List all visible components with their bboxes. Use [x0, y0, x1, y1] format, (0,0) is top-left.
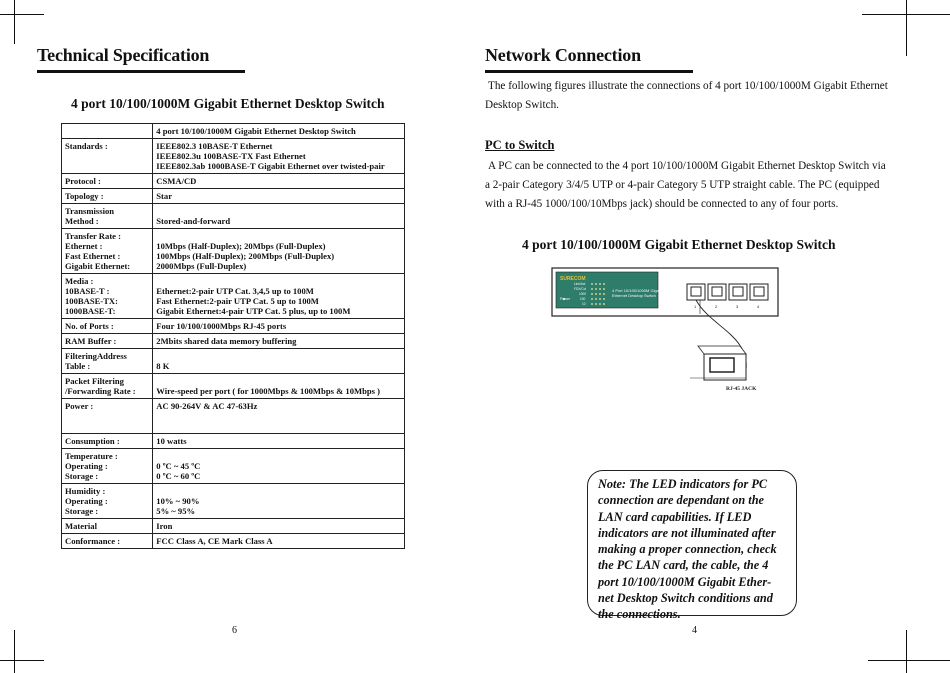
led-label: 10	[582, 302, 586, 306]
spec-value	[156, 351, 401, 361]
spec-value: FCC Class A, CE Mark Class A	[156, 536, 273, 546]
table-row	[62, 229, 405, 274]
spec-label	[65, 151, 149, 161]
spec-label: Packet Filtering	[65, 376, 124, 386]
spec-label: Media :	[65, 276, 94, 286]
spec-label: 10BASE-T :	[65, 286, 110, 296]
section-title: PC to Switch	[485, 138, 555, 152]
spec-label: Method :	[65, 216, 99, 226]
spec-label: Operating :	[65, 496, 108, 506]
spec-value-cell	[153, 274, 405, 319]
note-line: net Desktop Switch conditions and	[598, 591, 773, 606]
table-row	[62, 139, 405, 174]
body-paragraph	[485, 157, 905, 214]
spec-value: 0 ºC ~ 60 ºC	[156, 471, 201, 481]
switch-connection-figure	[550, 266, 790, 396]
table-row	[62, 399, 405, 434]
panel-text: 4 Port 10/100/1000M Gigabit	[612, 288, 664, 293]
spec-label: Protocol :	[65, 176, 101, 186]
spec-value	[156, 411, 401, 421]
spec-value: IEEE802.3u 100BASE-TX Fast Ethernet	[156, 151, 306, 161]
spec-value-cell	[153, 519, 405, 534]
spec-label: Material	[65, 521, 97, 531]
table-row	[62, 334, 405, 349]
spec-label: Consumption :	[65, 436, 120, 446]
spec-label: Table :	[65, 361, 91, 371]
spec-value-cell	[153, 139, 405, 174]
spec-value-cell	[153, 349, 405, 374]
heading-underline	[485, 70, 693, 73]
spec-label-cell	[62, 189, 153, 204]
note-line: connection are dependant on the	[598, 493, 765, 508]
led-label: Link/Act	[574, 282, 586, 286]
table-row	[62, 349, 405, 374]
text-line: Desktop Switch.	[485, 99, 559, 111]
port-number: 4	[757, 304, 760, 309]
crop-mark	[14, 0, 15, 44]
table-row	[62, 434, 405, 449]
spec-value: Stored-and-forward	[156, 216, 231, 226]
table-row	[62, 189, 405, 204]
figure-title: 4 port 10/100/1000M Gigabit Ethernet Desktop Switch	[522, 237, 836, 252]
note-line: making a proper connection, check	[598, 542, 777, 557]
spec-label: Standards :	[65, 141, 108, 151]
table-row	[62, 374, 405, 399]
table-row	[62, 449, 405, 484]
note-line: indicators are not illuminated after	[598, 525, 776, 540]
led-label: 1000	[579, 292, 587, 296]
spec-label: Topology :	[65, 191, 104, 201]
spec-label	[65, 161, 149, 171]
spec-value-cell	[153, 229, 405, 274]
spec-value	[156, 276, 401, 286]
intro-paragraph	[485, 77, 895, 115]
text-line: A PC can be connected to the 4 port 10/100/1000M Gigabit Ethernet Desktop Switch via	[488, 160, 886, 172]
page-heading: Technical Specification	[37, 45, 210, 65]
spec-label-cell	[62, 139, 153, 174]
spec-label: RAM Buffer :	[65, 336, 117, 346]
spec-label-cell	[62, 534, 153, 549]
spec-label: Operating :	[65, 461, 108, 471]
spec-label: FilteringAddress	[65, 351, 127, 361]
spec-value-cell	[153, 534, 405, 549]
spec-label-cell	[62, 334, 153, 349]
spec-label: Transmission	[65, 206, 115, 216]
spec-value-cell	[153, 434, 405, 449]
spec-value: Four 10/100/1000Mbps RJ-45 ports	[156, 321, 287, 331]
spec-value-cell	[153, 204, 405, 229]
page-heading: Network Connection	[485, 45, 641, 65]
text-line: with a RJ-45 1000/100/10Mbps jack) should be connected to any of four ports.	[485, 198, 839, 210]
table-header-cell: 4 port 10/100/1000M Gigabit Ethernet Desktop Switch	[153, 124, 405, 139]
crop-mark	[906, 0, 907, 56]
spec-label	[65, 411, 149, 421]
spec-value: 100Mbps (Half-Duplex); 200Mbps (Full-Duplex)	[156, 251, 335, 261]
table-row	[62, 274, 405, 319]
jack-label: RJ-45 JACK	[726, 386, 757, 392]
spec-label: 100BASE-TX:	[65, 296, 119, 306]
crop-mark	[0, 14, 44, 15]
led-label: FDX/Col	[574, 287, 587, 291]
table-title: 4 port 10/100/1000M Gigabit Ethernet Desktop Switch	[71, 96, 385, 111]
spec-value: 2000Mbps (Full-Duplex)	[156, 261, 247, 271]
spec-label: Humidity :	[65, 486, 106, 496]
table-row	[62, 174, 405, 189]
spec-value: IEEE802.3ab 1000BASE-T Gigabit Ethernet over twisted-pair	[156, 161, 385, 171]
table-row	[62, 534, 405, 549]
spec-value: Fast Ethernet:2-pair UTP Cat. 5 up to 100M	[156, 296, 319, 306]
power-label: Power	[560, 297, 571, 301]
panel-text: Ethernet Desktop Switch	[612, 293, 656, 298]
text-line: a 2-pair Category 3/4/5 UTP or 4-pair Category 5 UTP straight cable. The PC (equipped	[485, 179, 880, 191]
spec-label: /Forwarding Rate :	[65, 386, 136, 396]
spec-label: Ethernet :	[65, 241, 103, 251]
note-line: the connections.	[598, 607, 681, 622]
spec-label-cell	[62, 174, 153, 189]
spec-value: 10% ~ 90%	[156, 496, 200, 506]
spec-value: Gigabit Ethernet:4-pair UTP Cat. 5 plus, up to 100M	[156, 306, 351, 316]
spec-value: CSMA/CD	[156, 176, 197, 186]
crop-mark	[906, 630, 907, 673]
spec-label: Storage :	[65, 471, 99, 481]
spec-value-cell	[153, 449, 405, 484]
spec-value-cell	[153, 374, 405, 399]
spec-value: Ethernet:2-pair UTP Cat. 3,4,5 up to 100M	[156, 286, 314, 296]
spec-label: Storage :	[65, 506, 99, 516]
spec-value: 10Mbps (Half-Duplex); 20Mbps (Full-Duplex)	[156, 241, 326, 251]
spec-value: Star	[156, 191, 173, 201]
spec-value	[156, 451, 401, 461]
port-number: 2	[715, 304, 718, 309]
note-box	[587, 470, 797, 622]
page-number: 4	[692, 625, 697, 636]
spec-table	[61, 123, 405, 549]
text-line: The following figures illustrate the connections of 4 port 10/100/1000M Gigabit Ethernet	[488, 80, 888, 92]
spec-value: Iron	[156, 521, 173, 531]
heading-underline	[37, 70, 245, 73]
brand-logo: SURECOM	[560, 276, 586, 282]
table-row	[62, 319, 405, 334]
spec-label: Fast Ethernet :	[65, 251, 121, 261]
table-cell	[62, 124, 153, 139]
spec-label-cell	[62, 434, 153, 449]
spec-value: 5% ~ 95%	[156, 506, 196, 516]
table-row	[62, 519, 405, 534]
spec-label: Gigabit Ethernet:	[65, 261, 131, 271]
spec-label-cell	[62, 519, 153, 534]
led-label: 100	[580, 297, 586, 301]
spec-label: Conformance :	[65, 536, 121, 546]
table-row	[62, 204, 405, 229]
table-header-row	[62, 124, 405, 139]
spec-label	[65, 421, 149, 431]
spec-value-cell	[153, 189, 405, 204]
spec-value-cell	[153, 334, 405, 349]
spec-label-cell	[62, 204, 153, 229]
spec-label-cell	[62, 374, 153, 399]
spec-label: 1000BASE-T:	[65, 306, 116, 316]
spec-value	[156, 486, 401, 496]
table-row	[62, 484, 405, 519]
spec-value: 8 K	[156, 361, 170, 371]
spec-value: AC 90-264V & AC 47-63Hz	[156, 401, 258, 411]
spec-value-cell	[153, 174, 405, 189]
spec-value-cell	[153, 319, 405, 334]
crop-mark	[868, 660, 950, 661]
spec-value: 10 watts	[156, 436, 187, 446]
spec-label-cell	[62, 399, 153, 434]
spec-label-cell	[62, 449, 153, 484]
spec-value: 2Mbits shared data memory buffering	[156, 336, 297, 346]
spec-label-cell	[62, 229, 153, 274]
crop-mark	[0, 660, 44, 661]
spec-value	[156, 376, 401, 386]
spec-label-cell	[62, 484, 153, 519]
spec-value: 0 ºC ~ 45 ºC	[156, 461, 201, 471]
spec-value	[156, 421, 401, 431]
note-line: the PC LAN card, the cable, the 4	[598, 558, 769, 573]
crop-mark	[14, 630, 15, 673]
spec-label: Temperature :	[65, 451, 118, 461]
port-number: 3	[736, 304, 739, 309]
note-line: Note: The LED indicators for PC	[598, 477, 768, 491]
note-line: port 10/100/1000M Gigabit Ether-	[598, 574, 772, 589]
page-number: 6	[232, 625, 237, 636]
port-number: 1	[694, 304, 697, 309]
spec-value: Wire-speed per port ( for 1000Mbps & 100Mbps & 10Mbps )	[156, 386, 381, 396]
spec-label-cell	[62, 349, 153, 374]
rj45-jack	[690, 346, 746, 380]
spec-value	[156, 231, 401, 241]
spec-label: No. of Ports :	[65, 321, 114, 331]
spec-value: IEEE802.3 10BASE-T Ethernet	[156, 141, 273, 151]
spec-value-cell	[153, 484, 405, 519]
note-line: LAN card capabilities. If LED	[598, 509, 752, 524]
spec-label-cell	[62, 274, 153, 319]
spec-value	[156, 206, 401, 216]
spec-label: Transfer Rate :	[65, 231, 122, 241]
spec-value-cell	[153, 399, 405, 434]
spec-label: Power :	[65, 401, 94, 411]
spec-label-cell	[62, 319, 153, 334]
